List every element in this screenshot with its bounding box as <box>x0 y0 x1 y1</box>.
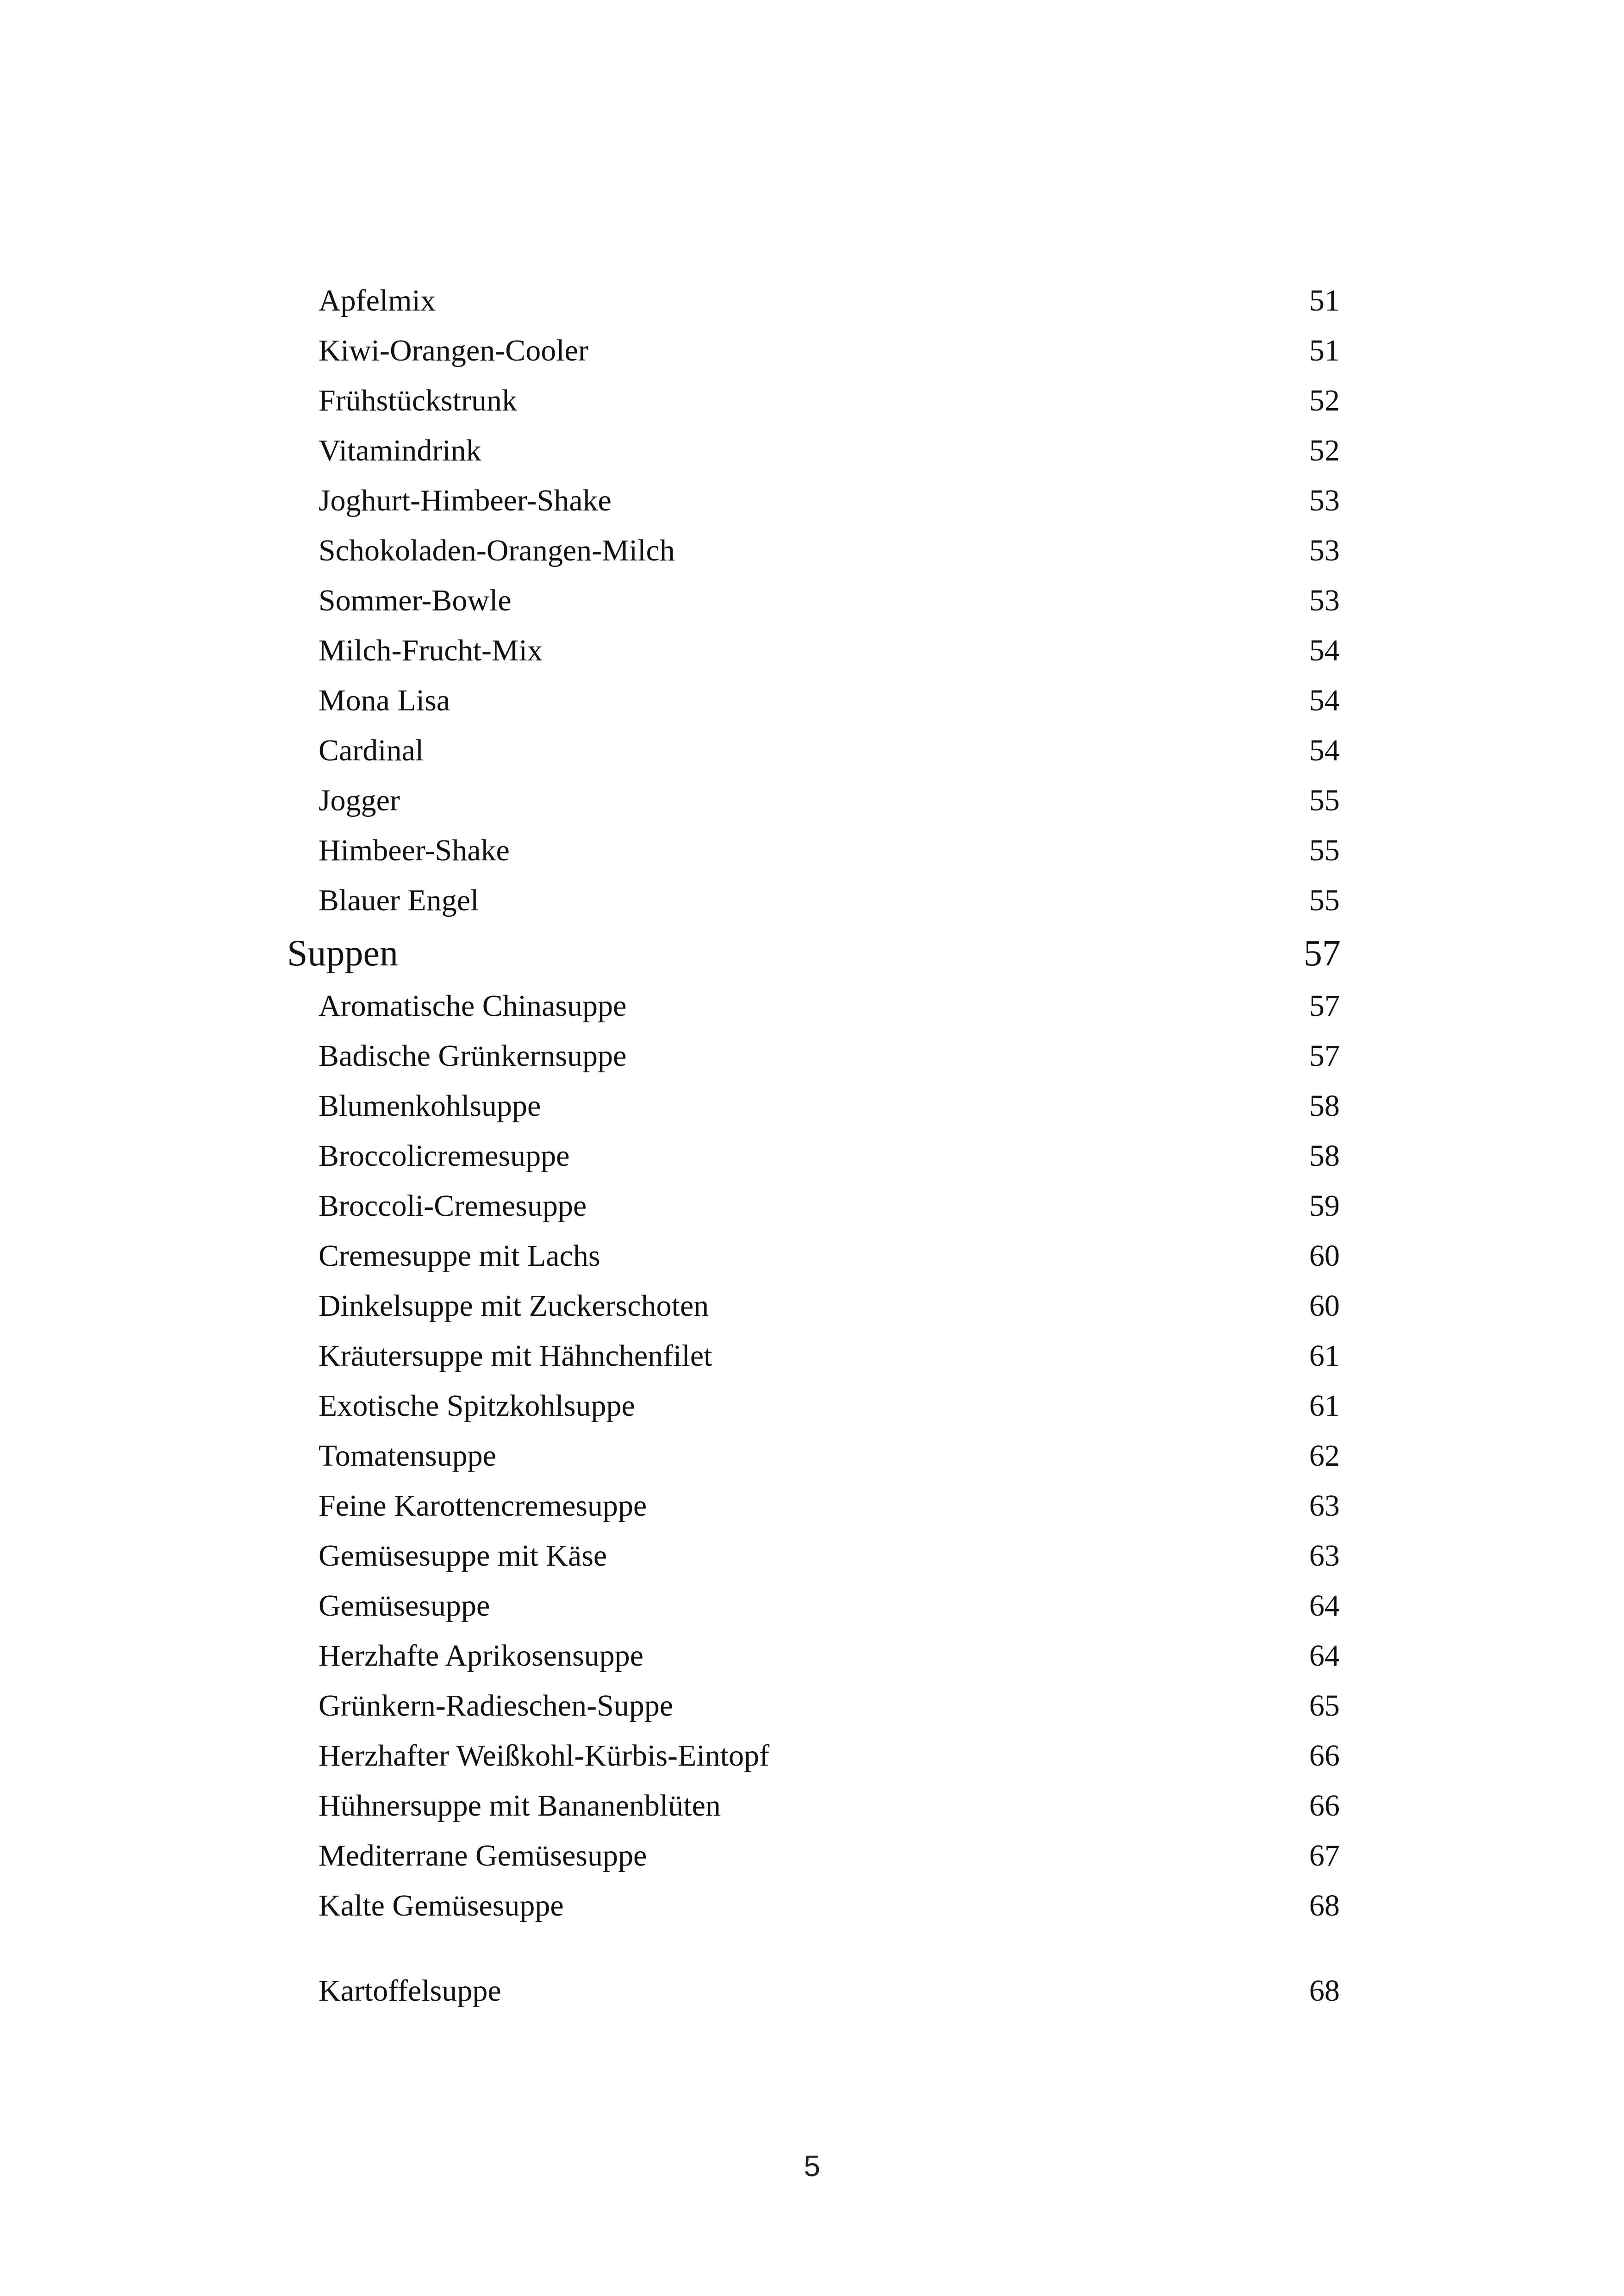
toc-entry-title: Grünkern-Radieschen-Suppe <box>319 1689 674 1723</box>
toc-entry-page: 66 <box>1309 1739 1340 1773</box>
toc-entry-page: 55 <box>1309 884 1340 917</box>
toc-entry-title: Gemüsesuppe mit Käse <box>319 1539 607 1573</box>
toc-entry-title: Sommer-Bowle <box>319 584 512 617</box>
toc-entry-page: 54 <box>1309 684 1340 717</box>
toc-entry-joghurt-himbeer-shake <box>0 476 1624 526</box>
toc-entry-kiwi-orangen-cooler <box>0 326 1624 376</box>
toc-entry-page: 52 <box>1309 384 1340 417</box>
toc-entry-page: 68 <box>1309 1889 1340 1923</box>
toc-entry-page: 61 <box>1309 1339 1340 1373</box>
toc-entry-title: Apfelmix <box>319 284 436 317</box>
toc-chapter-page: 57 <box>1304 933 1341 974</box>
toc-entry-vitamindrink <box>0 426 1624 476</box>
toc-entry-title: Gemüsesuppe <box>319 1589 490 1623</box>
toc-entry-gemuesesuppe <box>0 1581 1624 1631</box>
toc-entry-blumenkohlsuppe <box>0 1081 1624 1131</box>
toc-entry-page: 63 <box>1309 1489 1340 1523</box>
toc-entry-page: 55 <box>1309 834 1340 867</box>
toc-entry-title: Joghurt-Himbeer-Shake <box>319 484 612 517</box>
page-number: 5 <box>804 2149 820 2183</box>
toc-chapter-title: Suppen <box>287 933 398 974</box>
toc-chapter-suppen <box>0 926 1624 981</box>
toc-entry-title: Broccoli-Cremesuppe <box>319 1189 587 1223</box>
toc-entry-title: Blumenkohlsuppe <box>319 1089 541 1123</box>
toc-entry-page: 61 <box>1309 1389 1340 1423</box>
toc-entry-tomatensuppe <box>0 1431 1624 1481</box>
toc-entry-title: Aromatische Chinasuppe <box>319 989 627 1023</box>
toc-entry-broccolicremesuppe <box>0 1131 1624 1181</box>
toc-entry-cremesuppe-mit-lachs <box>0 1231 1624 1281</box>
toc-entry-herzhafte-aprikosensuppe <box>0 1631 1624 1681</box>
toc-entry-title: Herzhafte Aprikosensuppe <box>319 1639 643 1673</box>
toc-entry-title: Frühstückstrunk <box>319 384 517 417</box>
toc-entry-page: 51 <box>1309 284 1340 317</box>
toc-entry-title: Kräutersuppe mit Hähnchenfilet <box>319 1339 712 1373</box>
toc-entry-exotische-spitzkohlsuppe <box>0 1381 1624 1431</box>
toc-entry-page: 54 <box>1309 634 1340 667</box>
toc-entry-kraeutersuppe-mit-haehnchenfilet <box>0 1331 1624 1381</box>
toc-entry-page: 64 <box>1309 1589 1340 1623</box>
toc-entry-page: 60 <box>1309 1239 1340 1273</box>
toc-entry-badische-gruenkernsuppe <box>0 1031 1624 1081</box>
toc-entry-page: 53 <box>1309 484 1340 517</box>
toc-entry-page: 67 <box>1309 1839 1340 1873</box>
table-of-contents-continued <box>0 1966 1624 2016</box>
toc-entry-mona-lisa <box>0 676 1624 726</box>
toc-entry-title: Broccolicremesuppe <box>319 1139 570 1173</box>
toc-entry-title: Hühnersuppe mit Bananenblüten <box>319 1789 721 1823</box>
toc-entry-dinkelsuppe-mit-zuckerschoten <box>0 1281 1624 1331</box>
toc-entry-title: Kiwi-Orangen-Cooler <box>319 334 588 367</box>
toc-entry-title: Badische Grünkernsuppe <box>319 1039 627 1073</box>
table-of-contents <box>0 276 1624 1931</box>
toc-entry-page: 57 <box>1309 1039 1340 1073</box>
toc-entry-title: Milch-Frucht-Mix <box>319 634 543 667</box>
toc-entry-page: 59 <box>1309 1189 1340 1223</box>
toc-entry-page: 52 <box>1309 434 1340 467</box>
toc-entry-page: 63 <box>1309 1539 1340 1573</box>
toc-entry-title: Blauer Engel <box>319 884 479 917</box>
toc-entry-page: 57 <box>1309 989 1340 1023</box>
toc-entry-page: 65 <box>1309 1689 1340 1723</box>
toc-entry-title: Exotische Spitzkohlsuppe <box>319 1389 635 1423</box>
toc-entry-kartoffelsuppe <box>0 1966 1624 2016</box>
toc-entry-milch-frucht-mix <box>0 626 1624 676</box>
toc-entry-title: Himbeer-Shake <box>319 834 510 867</box>
toc-entry-sommer-bowle <box>0 576 1624 626</box>
toc-entry-page: 68 <box>1309 1974 1340 2008</box>
toc-entry-cardinal <box>0 726 1624 776</box>
toc-entry-page: 66 <box>1309 1789 1340 1823</box>
toc-entry-schokoladen-orangen-milch <box>0 526 1624 576</box>
toc-entry-huehnersuppe-mit-bananenblueten <box>0 1781 1624 1831</box>
toc-entry-blauer-engel <box>0 876 1624 926</box>
toc-entry-page: 58 <box>1309 1089 1340 1123</box>
toc-entry-page: 60 <box>1309 1289 1340 1323</box>
toc-entry-page: 53 <box>1309 584 1340 617</box>
toc-entry-title: Kartoffelsuppe <box>319 1974 501 2008</box>
toc-entry-title: Cremesuppe mit Lachs <box>319 1239 600 1273</box>
toc-entry-apfelmix <box>0 276 1624 326</box>
toc-entry-jogger <box>0 776 1624 826</box>
toc-entry-gruenkern-radieschen-suppe <box>0 1681 1624 1731</box>
toc-entry-title: Jogger <box>319 784 400 817</box>
toc-entry-title: Vitamindrink <box>319 434 481 467</box>
toc-entry-herzhafter-weisskohl-kuerbis-eintopf <box>0 1731 1624 1781</box>
toc-entry-page: 53 <box>1309 534 1340 567</box>
toc-entry-title: Tomatensuppe <box>319 1439 496 1473</box>
toc-entry-title: Herzhafter Weißkohl-Kürbis-Eintopf <box>319 1739 769 1773</box>
toc-entry-title: Mediterrane Gemüsesuppe <box>319 1839 647 1873</box>
toc-entry-mediterrane-gemuesesuppe <box>0 1831 1624 1881</box>
toc-entry-title: Feine Karottencremesuppe <box>319 1489 647 1523</box>
toc-entry-feine-karottencremesuppe <box>0 1481 1624 1531</box>
toc-entry-page: 58 <box>1309 1139 1340 1173</box>
toc-entry-title: Kalte Gemüsesuppe <box>319 1889 564 1923</box>
toc-entry-aromatische-chinasuppe <box>0 981 1624 1031</box>
toc-entry-title: Dinkelsuppe mit Zuckerschoten <box>319 1289 709 1323</box>
toc-entry-page: 64 <box>1309 1639 1340 1673</box>
toc-entry-kalte-gemuesesuppe <box>0 1881 1624 1931</box>
toc-entry-himbeer-shake <box>0 826 1624 876</box>
toc-entry-title: Mona Lisa <box>319 684 450 717</box>
toc-entry-fruehstueckstrunk <box>0 376 1624 426</box>
toc-entry-page: 51 <box>1309 334 1340 367</box>
toc-entry-broccoli-cremesuppe <box>0 1181 1624 1231</box>
toc-entry-page: 55 <box>1309 784 1340 817</box>
toc-entry-gemuesesuppe-mit-kaese <box>0 1531 1624 1581</box>
toc-entry-title: Cardinal <box>319 734 424 767</box>
toc-entry-title: Schokoladen-Orangen-Milch <box>319 534 675 567</box>
toc-entry-page: 62 <box>1309 1439 1340 1473</box>
toc-entry-page: 54 <box>1309 734 1340 767</box>
